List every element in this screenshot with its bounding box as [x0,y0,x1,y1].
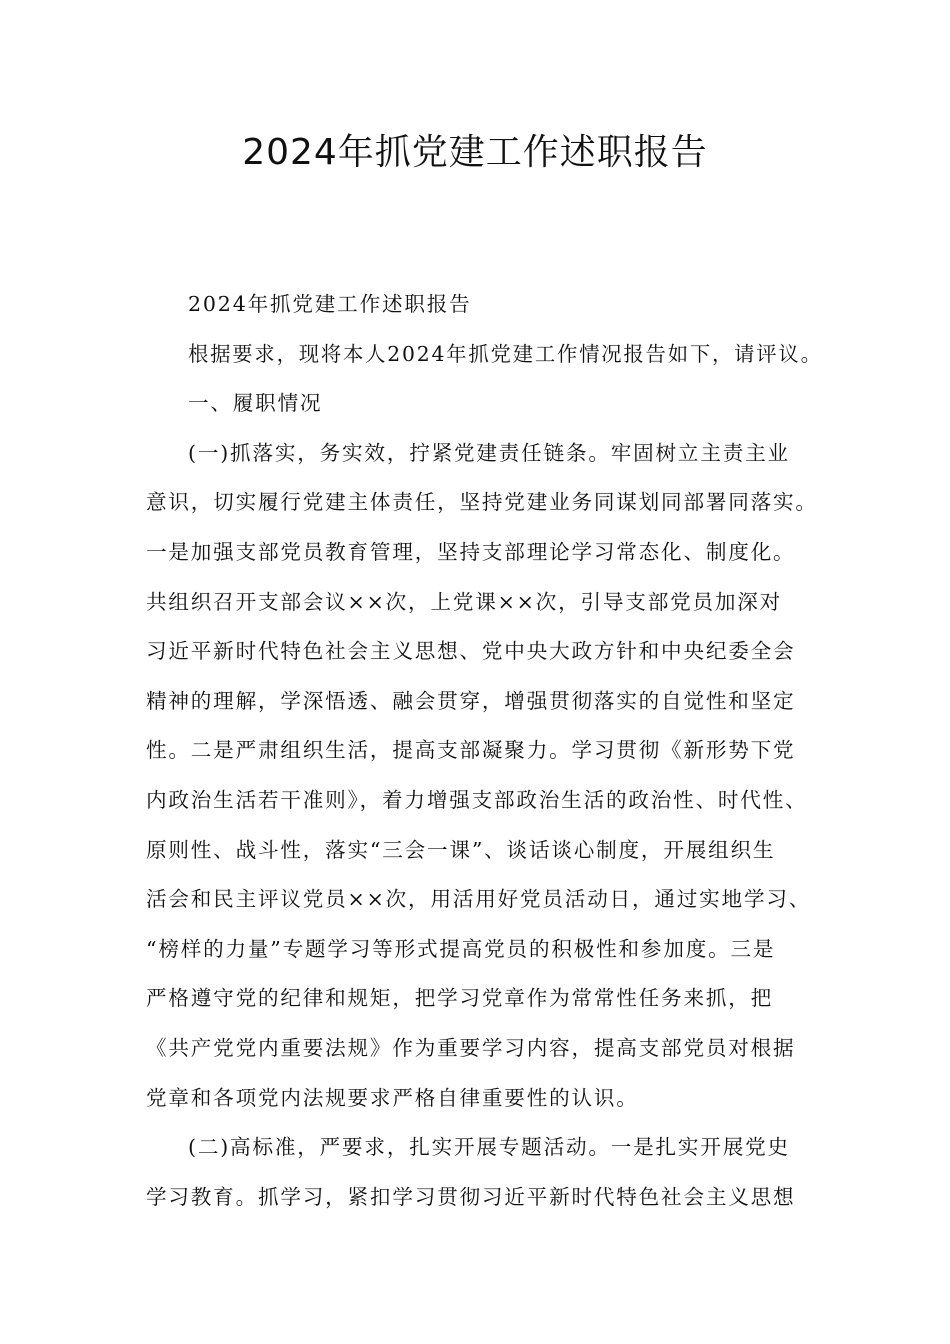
text-line: 《共产党党内重要法规》作为重要学习内容，提高支部党员对根据 [146,1035,796,1060]
text-line: 精神的理解，学深悟透、融会贯穿，增强贯彻落实的自觉性和坚定 [146,688,796,713]
text-line: (二)高标准，严要求，扎实开展专题活动。一是扎实开展党史 [188,1135,790,1160]
text-line: 内政治生活若干准则》，着力增强支部政治生活的政治性、时代性、 [146,787,808,812]
text-line: 意识，切实履行党建主体责任，坚持党建业务同谋划同部署同落实。 [146,490,818,515]
text-line: 习近平新时代特色社会主义思想、党中央大政方针和中央纪委全会 [146,639,796,664]
text-line: 根据要求，现将本人2024年抓党建工作情况报告如下，请评议。 [188,341,823,366]
document-body [146,280,826,1222]
text-line: “榜样的力量”专题学习等形式提高党员的积极性和参加度。三是 [146,936,776,961]
text-line: 一、履职情况 [188,391,323,416]
text-line: 党章和各项党内法规要求严格自律重要性的认识。 [146,1085,639,1110]
text-line: 共组织召开支部会议××次，上党课××次，引导支部党员加深对 [146,589,783,614]
text-line: 活会和民主评议党员××次，用活用好党员活动日，通过实地学习、 [146,887,812,912]
text-line: 一是加强支部党员教育管理，坚持支部理论学习常态化、制度化。 [146,539,796,564]
document-title: 2024年抓党建工作述职报告 [242,132,708,173]
text-line: 学习教育。抓学习，紧扣学习贯彻习近平新时代特色社会主义思想 [146,1184,796,1209]
text-line: 原则性、战斗性，落实“三会一课”、谈话谈心制度，开展组织生 [146,837,776,862]
text-line: 严格遵守党的纪律和规矩，把学习党章作为常常性任务来抓，把 [146,986,774,1011]
text-line: 2024年抓党建工作述职报告 [188,292,472,316]
text-line: 性。二是严肃组织生活，提高支部凝聚力。学习贯彻《新形势下党 [146,738,796,763]
text-line: (一)抓落实，务实效，拧紧党建责任链条。牢固树立主责主业 [188,440,790,465]
